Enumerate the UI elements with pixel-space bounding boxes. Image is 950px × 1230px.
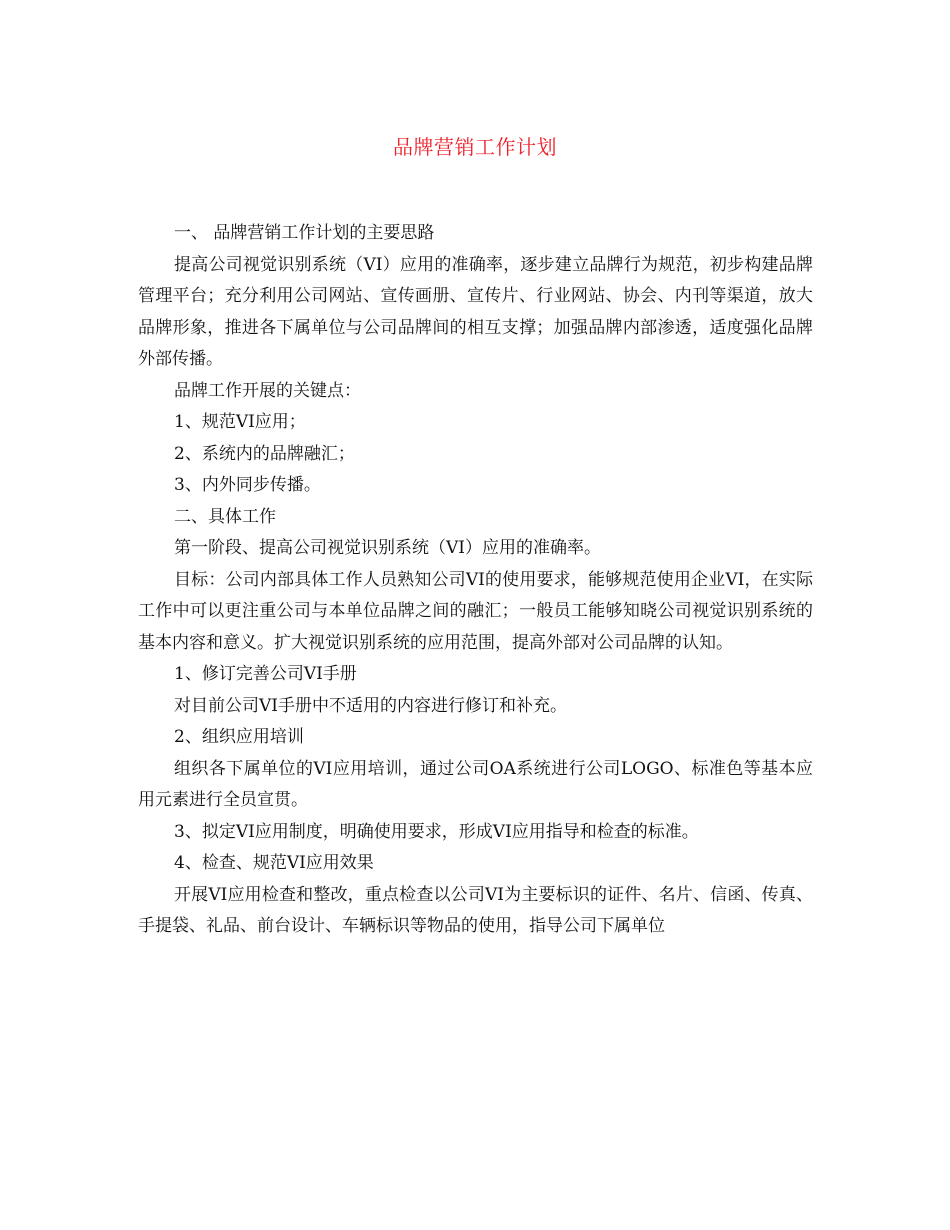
section-heading: 一、 品牌营销工作计划的主要思路: [174, 223, 435, 243]
body-paragraph: 品牌工作开展的关键点：: [174, 380, 361, 401]
document-body: [138, 218, 813, 943]
list-item: 2、系统内的品牌融汇；: [174, 443, 355, 464]
body-paragraph: 开展VI应用检查和整改，重点检查以公司VI为主要标识的证件、名片、信函、传真、手提袋、礼品、前台设计、车辆标识等物品的使用，指导公司下属单位: [138, 884, 813, 936]
body-paragraph: 提高公司视觉识别系统（VI）应用的准确率，逐步建立品牌行为规范，初步构建品牌管理平台；充分利用公司网站、宣传画册、宣传片、行业网站、协会、内刊等渠道，放大品牌形象，推进各下属单位与公司品牌间的相互支撑；加强品牌内部渗透，适度强化品牌外部传播。: [138, 254, 813, 369]
document-title: 品牌营销工作计划: [393, 135, 557, 159]
list-item: 3、内外同步传播。: [174, 475, 321, 495]
list-item: 1、修订完善公司VI手册: [174, 664, 357, 684]
list-item: 2、组织应用培训: [174, 727, 304, 747]
list-item: 4、检查、规范VI应用效果: [174, 853, 374, 873]
list-item: 3、拟定VI应用制度，明确使用要求，形成VI应用指导和检查的标准。: [174, 821, 699, 842]
body-paragraph: 第一阶段、提高公司视觉识别系统（VI）应用的准确率。: [174, 538, 601, 558]
section-heading: 二、具体工作: [174, 506, 276, 527]
body-paragraph: 组织各下属单位的VI应用培训，通过公司OA系统进行公司LOGO、标准色等基本应用元素进行全员宣贯。: [138, 758, 813, 810]
list-item: 1、规范VI应用；: [174, 412, 306, 432]
body-paragraph: 对目前公司VI手册中不适用的内容进行修订和补充。: [174, 695, 567, 716]
body-paragraph: 目标：公司内部具体工作人员熟知公司VI的使用要求，能够规范使用企业VI，在实际工作中可以更注重公司与本单位品牌之间的融汇；一般员工能够知晓公司视觉识别系统的基本内容和意义。扩大视觉识别系统的应用范围，提高外部对公司品牌的认知。: [138, 569, 813, 653]
